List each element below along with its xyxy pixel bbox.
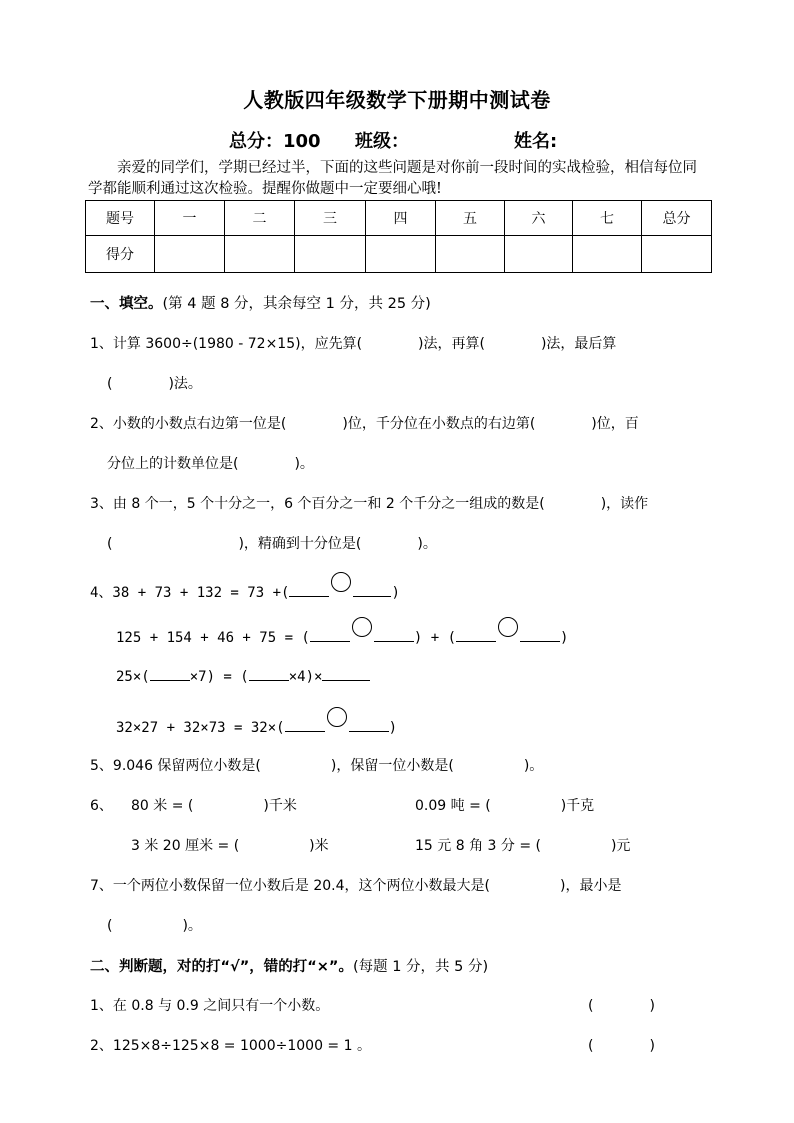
judge-q1-text: 1、在 0.8 与 0.9 之间只有一个小数。: [90, 998, 330, 1014]
section2-title: [90, 955, 488, 976]
q6-item-d: 15 元 8 角 3 分 = ( )元: [415, 838, 631, 854]
q4-text: ×4)×: [288, 669, 323, 685]
score-table-cell: 总分: [642, 201, 712, 236]
blank-line[interactable]: [353, 584, 391, 597]
section1-heading: 一、填空。: [90, 296, 163, 312]
score-input-cell[interactable]: [505, 236, 573, 273]
blank-line[interactable]: [349, 719, 389, 732]
section1-note: (第 4 题 8 分，其余每空 1 分，共 25 分): [162, 296, 431, 312]
judge-q1-answer[interactable]: ( ): [588, 998, 655, 1014]
class-label: 班级：: [355, 131, 409, 152]
operator-circle-icon[interactable]: [498, 617, 518, 637]
q4-text: 25×(: [116, 669, 150, 685]
q7-line1: 7、一个两位小数保留一位小数后是 20.4，这个两位小数最大是( )，最小是: [90, 878, 622, 894]
score-table-cell: 六: [505, 201, 573, 236]
score-input-cell[interactable]: [155, 236, 225, 273]
q4-text: ): [560, 630, 569, 646]
judge-q2-text: 2、125×8÷125×8 = 1000÷1000 = 1 。: [90, 1038, 371, 1054]
score-table-cell: 得分: [86, 236, 155, 273]
section1-title: [90, 292, 431, 313]
q4-text: 32×27 + 32×73 = 32×(: [116, 720, 285, 736]
score-table-score-row: [86, 236, 712, 273]
section2-heading: 二、判断题，对的打“√”，错的打“×”。: [90, 959, 353, 975]
operator-circle-icon[interactable]: [327, 707, 347, 727]
score-table-cell: 五: [436, 201, 505, 236]
q3-line1: 3、由 8 个一，5 个十分之一，6 个百分之一和 2 个千分之一组成的数是( )，读作: [90, 496, 649, 512]
q1-line2: ( )法。: [107, 376, 202, 392]
q5-line: 5、9.046 保留两位小数是( )，保留一位小数是( )。: [90, 758, 544, 774]
blank-line[interactable]: [285, 719, 325, 732]
section2-note: (每题 1 分，共 5 分): [352, 959, 489, 975]
operator-circle-icon[interactable]: [352, 617, 372, 637]
score-table-cell: 二: [225, 201, 295, 236]
q6-item-a: 80 米 = ( )千米: [131, 798, 297, 814]
judge-q2-answer[interactable]: ( ): [588, 1038, 655, 1054]
page-title: 人教版四年级数学下册期中测试卷: [243, 88, 551, 112]
q2-line2: 分位上的计数单位是( )。: [107, 456, 314, 472]
score-input-cell[interactable]: [225, 236, 295, 273]
q4-text: ) + (: [413, 630, 457, 646]
blank-line[interactable]: [374, 629, 414, 642]
blank-line[interactable]: [249, 668, 289, 681]
blank-line[interactable]: [456, 629, 496, 642]
q4-text: ): [388, 720, 398, 736]
q2-line1: 2、小数的小数点右边第一位是( )位，千分位在小数点的右边第( )位，百: [90, 416, 639, 432]
score-table-cell: 题号: [86, 201, 155, 236]
q4-line3: [116, 668, 370, 685]
score-table-header-row: [86, 201, 712, 236]
total-score-label: 总分：100: [229, 131, 321, 152]
q3-line2: ( )，精确到十分位是( )。: [107, 536, 437, 552]
score-table-cell: 一: [155, 201, 225, 236]
blank-line[interactable]: [310, 629, 350, 642]
score-input-cell[interactable]: [642, 236, 712, 273]
blank-line[interactable]: [150, 668, 190, 681]
q1-line1: 1、计算 3600÷(1980 - 72×15)，应先算( )法，再算( )法，最后算: [90, 336, 617, 352]
score-input-cell[interactable]: [436, 236, 505, 273]
q4-text: ): [391, 585, 400, 601]
q6-label: 6、: [90, 798, 113, 814]
score-table-cell: 三: [295, 201, 366, 236]
score-input-cell[interactable]: [295, 236, 366, 273]
score-table: [85, 200, 712, 273]
score-input-cell[interactable]: [573, 236, 642, 273]
name-label: 姓名:: [514, 131, 558, 152]
blank-line[interactable]: [289, 584, 329, 597]
score-table-cell: 四: [366, 201, 436, 236]
blank-line[interactable]: [322, 668, 370, 681]
q7-line2: ( )。: [107, 918, 202, 934]
q4-text: 125 + 154 + 46 + 75 = (: [116, 630, 310, 646]
intro-paragraph: 亲爱的同学们，学期已经过半，下面的这些问题是对你前一段时间的实战检验，相信每位同学都能顺利通过这次检验。提醒你做题中一定要细心哦!: [88, 160, 697, 197]
q4-line1: [90, 578, 400, 602]
operator-circle-icon[interactable]: [331, 572, 351, 592]
q6-item-b: 0.09 吨 = ( )千克: [415, 798, 595, 814]
score-input-cell[interactable]: [366, 236, 436, 273]
score-table-cell: 七: [573, 201, 642, 236]
q6-item-c: 3 米 20 厘米 = ( )米: [131, 838, 329, 854]
q4-line4: [116, 713, 397, 736]
q4-line2: [116, 623, 568, 646]
q4-text: 4、38 + 73 + 132 = 73 +(: [90, 585, 290, 601]
blank-line[interactable]: [520, 629, 560, 642]
q4-text: ×7) = (: [189, 669, 249, 685]
